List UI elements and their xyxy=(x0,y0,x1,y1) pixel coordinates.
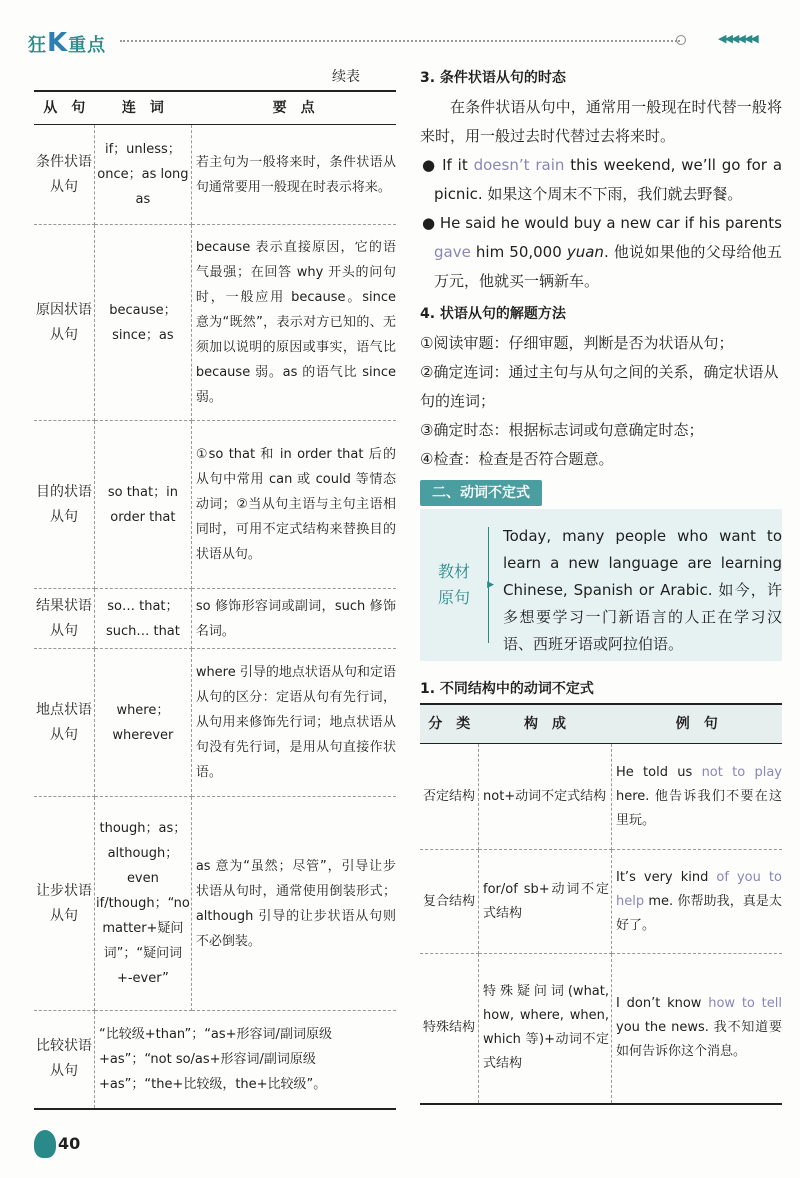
subsection-title: 1. 不同结构中的动词不定式 xyxy=(420,681,594,697)
example-italic: yuan xyxy=(566,243,604,261)
clause-cell: 条件状语从句 xyxy=(34,125,95,225)
conj-cell: so that；in order that xyxy=(95,421,192,589)
arrow-right-icon: ▶ xyxy=(487,580,494,590)
table-row xyxy=(420,744,782,850)
conj-cell: if；unless；once；as long as xyxy=(95,125,192,225)
table-row xyxy=(34,1011,396,1109)
form-cell: for/of sb+动词不定式结构 xyxy=(479,850,612,954)
category-cell: 复合结构 xyxy=(420,850,479,954)
table-row xyxy=(420,954,782,1104)
conj-cell: so… that；such… that xyxy=(95,589,192,649)
col-header-point: 要 点 xyxy=(191,91,396,125)
point-cell: where 引导的地点状语从句和定语从句的区分：定语从句有先行词，从句用来修饰先行词；地点状语从句没有先行词，是用从句直接作状语。 xyxy=(191,649,396,797)
example-text: He said he would buy a new car if his parents xyxy=(439,214,783,232)
category-cell: 特殊结构 xyxy=(420,954,479,1104)
example-sentence: ● If it doesn’t rain this weekend, we’ll go for a picnic. 如果这个周末不下雨，我们就去野餐。 xyxy=(422,156,783,203)
table-row xyxy=(34,649,396,797)
example-text: If it xyxy=(442,156,474,174)
example-highlight: of you to help xyxy=(616,869,782,909)
header-arrows-icon: ◀◀◀◀◀◀ xyxy=(718,32,757,45)
clause-cell: 原因状语从句 xyxy=(34,225,95,421)
example-highlight: not to play xyxy=(701,764,782,780)
example-text: this weekend, we’ll go for a picnic. 如果这个周末不下雨，我们就去野餐。 xyxy=(434,156,783,203)
section-title-tense: 3. 条件状语从句的时态 xyxy=(420,70,566,86)
example-highlight: how to tell xyxy=(708,996,782,1012)
example-sentence: ● He said he would buy a new car if his parents gave him 50,000 yuan. 他说如果他的父母给他五万元，他就买一辆新车。 xyxy=(422,214,783,290)
example-text: here. 他告诉我们不要在这里玩。 xyxy=(616,788,782,828)
col-header-form: 构 成 xyxy=(479,704,612,744)
method-step: ④检查：检查是否符合题意。 xyxy=(420,450,614,468)
example-cell xyxy=(612,744,783,850)
conj-cell: where；wherever xyxy=(95,649,192,797)
textbook-quote-label xyxy=(420,527,494,643)
table-header-row xyxy=(34,91,396,125)
textbook-quote-box xyxy=(420,509,782,661)
form-cell: not+动词不定式结构 xyxy=(479,744,612,850)
clause-cell: 目的状语从句 xyxy=(34,421,95,589)
example-highlight: doesn’t rain xyxy=(473,156,565,174)
conj-cell: because；since；as xyxy=(95,225,192,421)
header-circle-icon xyxy=(676,35,686,45)
right-column xyxy=(420,64,782,1105)
example-text: It’s very kind xyxy=(616,869,717,885)
form-cell: 特殊疑问词(what, how, where, when, which 等)+动词不定式结构 xyxy=(479,954,612,1104)
example-text: him 50,000 xyxy=(470,243,567,261)
brand-logo xyxy=(28,28,106,58)
clause-cell: 结果状语从句 xyxy=(34,589,95,649)
col-header-category: 分 类 xyxy=(420,704,479,744)
clause-cell: 让步状语从句 xyxy=(34,797,95,1011)
example-cell xyxy=(612,954,783,1104)
table-row xyxy=(34,225,396,421)
textbook-quote-text: Today, many people who want to learn a new language are learning Chinese, Spanish or Arabic. 如今，许多想要学习一门新语言的人正在学习汉语、西班牙语或阿拉伯语。 xyxy=(503,527,782,653)
method-step: ②确定连词：通过主句与从句之间的关系，确定状语从句的连词； xyxy=(420,363,779,410)
table-row xyxy=(34,421,396,589)
textbook-quote-label-text: 教材原句 xyxy=(437,562,470,607)
page-number: 40 xyxy=(58,1134,81,1153)
table-row xyxy=(420,850,782,954)
table-header-row xyxy=(420,704,782,744)
adverbial-clause-table xyxy=(34,90,396,1110)
col-header-example: 例 句 xyxy=(612,704,783,744)
method-step: ①阅读审题：仔细审题，判断是否为状语从句； xyxy=(420,334,734,352)
section-banner: 二、动词不定式 xyxy=(420,480,542,506)
header-divider xyxy=(120,40,680,42)
point-cell: so 修饰形容词或副词，such 修饰名词。 xyxy=(191,589,396,649)
page-badge xyxy=(34,1130,84,1160)
logo-text-suffix: 重点 xyxy=(68,35,107,56)
point-cell: because 表示直接原因，它的语气最强；在回答 why 开头的问句时，一般应用 because。since 意为“既然”，表示对方已知的、无须加以说明的原因或事实，语气比 because 弱。as 的语气比 since 弱。 xyxy=(191,225,396,421)
logo-text-prefix: 狂 xyxy=(28,35,47,56)
left-column xyxy=(34,64,396,1110)
table-row xyxy=(34,589,396,649)
example-text: you the news. 我不知道要如何告诉你这个消息。 xyxy=(616,1020,782,1060)
clause-cell: 地点状语从句 xyxy=(34,649,95,797)
lightbulb-icon xyxy=(34,1130,56,1158)
table-row xyxy=(34,125,396,225)
point-cell: 若主句为一般将来时，条件状语从句通常要用一般现在时表示将来。 xyxy=(191,125,396,225)
conj-cell: though；as；although；even if/though；“no matter+疑问词”；“疑问词+-ever” xyxy=(95,797,192,1011)
continued-label: 续表 xyxy=(332,69,360,85)
section-title-method: 4. 状语从句的解题方法 xyxy=(420,306,566,322)
example-text: I don’t know xyxy=(616,996,709,1012)
col-header-clause: 从 句 xyxy=(34,91,95,125)
logo-k: K xyxy=(47,28,69,58)
example-text: me. 你帮助我，真是太好了。 xyxy=(616,893,782,933)
comparative-patterns-cell: “比较级+than”；“as+形容词/副词原级+as”；“not so/as+形容词/副词原级+as”；“the+比较级，the+比较级”。 xyxy=(95,1011,397,1109)
point-cell: as 意为“虽然；尽管”，引导让步状语从句时，通常使用倒装形式；although 引导的让步状语从句则不必倒装。 xyxy=(191,797,396,1011)
example-highlight: gave xyxy=(434,243,471,261)
example-text: He told us xyxy=(616,764,702,780)
table-row xyxy=(34,797,396,1011)
clause-cell: 比较状语从句 xyxy=(34,1011,95,1109)
example-text: . 他说如果他的父母给他五万元，他就买一辆新车。 xyxy=(434,243,782,290)
category-cell: 否定结构 xyxy=(420,744,479,850)
point-cell: ①so that 和 in order that 后的从句中常用 can 或 could 等情态动词；②当从句主语与主句主语相同时，可用不定式结构来替换目的状语从句。 xyxy=(191,421,396,589)
infinitive-table xyxy=(420,703,782,1105)
method-step: ③确定时态：根据标志词或句意确定时态； xyxy=(420,421,704,439)
tense-explanation: 在条件状语从句中，通常用一般现在时代替一般将来时，用一般过去时代替过去将来时。 xyxy=(420,98,782,145)
example-cell xyxy=(612,850,783,954)
col-header-conj: 连 词 xyxy=(95,91,192,125)
